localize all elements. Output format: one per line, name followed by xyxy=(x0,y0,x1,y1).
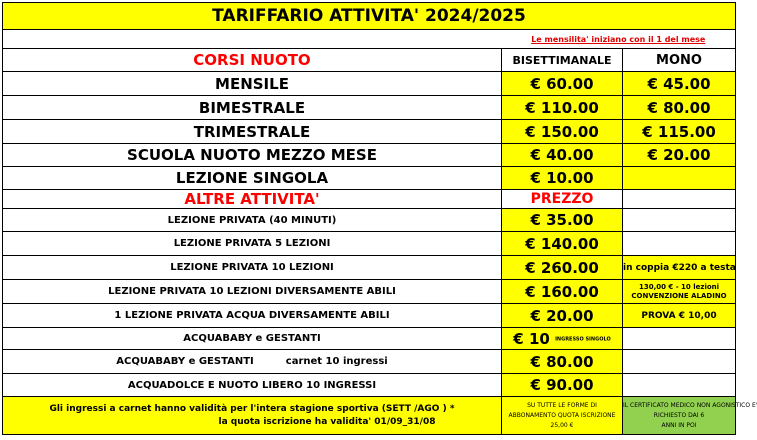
label-extra: carnet 10 ingressi xyxy=(285,356,388,367)
swim-row-label: LEZIONE SINGOLA xyxy=(3,167,502,190)
section-other-header xyxy=(3,190,502,209)
empty-cell xyxy=(623,190,736,209)
other-row xyxy=(3,304,736,328)
other-row-side xyxy=(623,374,736,397)
swim-row-label: BIMESTRALE xyxy=(3,96,502,120)
other-row-price: € 80.00 xyxy=(502,350,623,374)
swim-row-label: MENSILE xyxy=(3,72,502,96)
other-row xyxy=(3,209,736,232)
footer-registration-fee xyxy=(502,397,623,435)
fee-line: ABBONAMENTO QUOTA ISCRIZIONE xyxy=(508,411,616,419)
section-other-label: ALTRE ATTIVITA' xyxy=(184,190,320,208)
other-row-label: ACQUADOLCE E NUOTO LIBERO 10 INGRESSI xyxy=(3,374,502,397)
other-row xyxy=(3,256,736,280)
other-row-label xyxy=(3,350,502,374)
other-row-side xyxy=(623,328,736,350)
other-row-side: PROVA € 10,00 xyxy=(623,304,736,328)
swim-row xyxy=(3,120,736,144)
footer-notes xyxy=(3,397,502,435)
other-row-side xyxy=(623,350,736,374)
swim-row xyxy=(3,144,736,167)
tariff-sheet xyxy=(2,2,757,436)
swim-row-label: SCUOLA NUOTO MEZZO MESE xyxy=(3,144,502,167)
medical-line: IL CERTIFICATO MEDICO NON AGONISTICO E' xyxy=(623,401,757,409)
price-header-label: PREZZO xyxy=(530,191,594,207)
swim-row-mono-price: € 20.00 xyxy=(623,144,736,167)
other-row-label: ACQUABABY e GESTANTI xyxy=(3,328,502,350)
swim-row-bisett-price: € 40.00 xyxy=(502,144,623,167)
footer-row xyxy=(3,397,736,435)
other-row-price: € 20.00 xyxy=(502,304,623,328)
other-row-price: € 35.00 xyxy=(502,209,623,232)
other-row-label: LEZIONE PRIVATA 10 LEZIONI DIVERSAMENTE ABILI xyxy=(3,280,502,304)
other-row-label: LEZIONE PRIVATA (40 MINUTI) xyxy=(3,209,502,232)
note-text: Le mensilita' iniziano con il 1 del mese xyxy=(531,34,706,44)
page-title: TARIFFARIO ATTIVITA' 2024/2025 xyxy=(212,6,526,26)
col-mono-header xyxy=(623,49,736,72)
other-row-price: € 140.00 xyxy=(502,232,623,256)
footer-line: Gli ingressi a carnet hanno validità per l'intera stagione sportiva (SETT /AGO ) * xyxy=(49,403,455,414)
swim-row-mono-price: € 80.00 xyxy=(623,96,736,120)
note-spacer xyxy=(3,30,502,49)
col-bisett-label: BISETTIMANALE xyxy=(512,53,612,67)
other-row-price: € 90.00 xyxy=(502,374,623,397)
other-row-label: LEZIONE PRIVATA 10 LEZIONI xyxy=(3,256,502,280)
other-row-label: 1 LEZIONE PRIVATA ACQUA DIVERSAMENTE ABILI xyxy=(3,304,502,328)
swim-row-bisett-price: € 60.00 xyxy=(502,72,623,96)
swim-row-bisett-price: € 110.00 xyxy=(502,96,623,120)
other-row-side: in coppia €220 a testa xyxy=(623,256,736,280)
section-swim-header xyxy=(3,49,502,72)
swim-row-label: TRIMESTRALE xyxy=(3,120,502,144)
other-row-side xyxy=(623,280,736,304)
side-line: CONVENZIONE ALADINO xyxy=(631,291,727,300)
label-main: ACQUABABY e GESTANTI xyxy=(116,356,254,367)
swim-row xyxy=(3,72,736,96)
medical-line: RICHIESTO DAI 6 xyxy=(653,411,705,419)
price-header xyxy=(502,190,623,209)
medical-line: ANNI IN POI xyxy=(661,421,697,429)
other-row-price: € 260.00 xyxy=(502,256,623,280)
swim-row xyxy=(3,96,736,120)
footer-medical-note xyxy=(623,397,757,435)
other-row-price: € 160.00 xyxy=(502,280,623,304)
price-value: € 10 xyxy=(513,329,550,348)
note-cell xyxy=(502,30,736,49)
other-row xyxy=(3,374,736,397)
other-row-price xyxy=(502,328,623,350)
fee-line: SU TUTTE LE FORME DI xyxy=(527,401,597,409)
other-row xyxy=(3,328,736,350)
swim-row xyxy=(3,167,736,190)
swim-row-bisett-price: € 10.00 xyxy=(502,167,623,190)
other-row-label: LEZIONE PRIVATA 5 LEZIONI xyxy=(3,232,502,256)
title-cell xyxy=(3,3,736,30)
section-swim-label: CORSI NUOTO xyxy=(193,51,311,69)
other-row xyxy=(3,350,736,374)
price-sup: INGRESSO SINGOLO xyxy=(555,336,611,342)
swim-row-bisett-price: € 150.00 xyxy=(502,120,623,144)
col-mono-label: MONO xyxy=(656,52,702,68)
swim-row-mono-price xyxy=(623,167,736,190)
col-bisett-header xyxy=(502,49,623,72)
other-row-side xyxy=(623,209,736,232)
swim-row-mono-price: € 45.00 xyxy=(623,72,736,96)
other-row xyxy=(3,232,736,256)
other-row xyxy=(3,280,736,304)
fee-line: 25,00 € xyxy=(550,421,574,429)
swim-row-mono-price: € 115.00 xyxy=(623,120,736,144)
side-line: 130,00 € - 10 lezioni xyxy=(638,282,720,291)
other-row-side xyxy=(623,232,736,256)
footer-line: la quota iscrizione ha validita' 01/09_31/08 xyxy=(218,416,436,427)
tariff-table xyxy=(2,2,757,435)
